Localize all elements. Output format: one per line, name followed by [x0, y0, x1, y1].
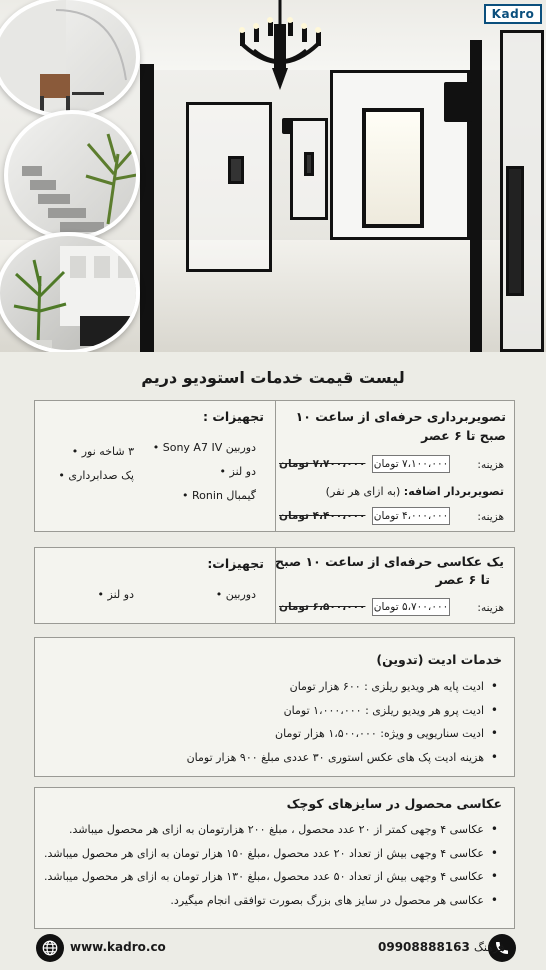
extra-videographer-heading: تصویربردار اضافه:: [403, 485, 504, 498]
photo-old-price: ۶،۵۰۰،۰۰۰ تومان: [279, 601, 366, 613]
equip-item: پک صدابرداری •: [58, 469, 134, 482]
list-item: • ادیت پرو هر ویدیو ریلزی : ۱،۰۰۰،۰۰۰ تومان: [50, 699, 500, 723]
photo-service-box: [34, 547, 515, 624]
globe-icon[interactable]: [36, 934, 64, 962]
video-cost-label: هزینه:: [477, 459, 504, 471]
equip-item: دوربین •: [216, 588, 256, 601]
photo-circle-stairs: [4, 110, 140, 240]
video-equip-heading: تجهیزات :: [202, 409, 264, 424]
hero-wall-art: [228, 156, 244, 184]
list-item: • عکاسی ۴ وجهی بیش از تعداد ۵۰ عدد محصول ،مبلغ ۱۳۰ هزار تومان به ازای هر محصول میباشد.: [40, 865, 500, 889]
extra-videographer-line: [326, 485, 504, 498]
editing-service-box: [34, 637, 515, 777]
video-service-box: [34, 400, 515, 532]
video-old-price: ۷،۷۰۰،۰۰۰ تومان: [279, 458, 366, 470]
extra-price: ۴،۰۰۰،۰۰۰ تومان: [372, 507, 450, 525]
page-title: لیست قیمت خدمات استودیو دریم: [141, 368, 405, 387]
footer-phone[interactable]: [378, 940, 504, 954]
chandelier-icon: [232, 0, 328, 92]
equip-item: دوربین Sony A7 IV •: [153, 441, 256, 454]
list-item: • عکاسی ۴ وجهی بیش از تعداد ۲۰ عدد محصول ،مبلغ ۱۵۰ هزار تومان به ازای هر محصول میباشد.: [40, 842, 500, 866]
photo-circle-chair: [0, 0, 140, 118]
extra-old-price: ۴،۴۰۰،۰۰۰ تومان: [279, 510, 366, 522]
hero-right-art: [506, 166, 524, 296]
column-divider: [275, 401, 276, 531]
footer-phone-label: فرهنگ: [474, 941, 505, 954]
hero-corridor-door: [362, 108, 424, 228]
hero-wall-art-2: [304, 152, 314, 176]
photo-circle-plants: [0, 232, 140, 352]
product-photo-heading: عکاسی محصول در سایزهای کوچک: [286, 796, 502, 811]
equip-item: دو لنز •: [220, 465, 256, 478]
video-service-heading: تصویربرداری حرفه‌ای از ساعت ۱۰ صبح تا ۶ عصر: [295, 409, 506, 443]
photo-service-heading-line1: یک عکاسی حرفه‌ای از ساعت ۱۰ صبح: [274, 554, 504, 569]
editing-list: [50, 675, 500, 769]
photo-price: ۵،۷۰۰،۰۰۰ تومان: [372, 598, 450, 616]
list-item: • ادیت سناریویی و ویژه: ۱،۵۰۰،۰۰۰ هزار تومان: [50, 722, 500, 746]
product-photo-list: [40, 818, 500, 912]
kadro-logo: Kadro: [484, 4, 542, 24]
wall-sconce-small-icon: [282, 118, 292, 134]
video-price: ۷،۱۰۰،۰۰۰ تومان: [372, 455, 450, 473]
list-item: • هزینه ادیت پک های عکس استوری ۳۰ عددی مبلغ ۹۰۰ هزار تومان: [50, 746, 500, 770]
equip-item: دو لنز •: [98, 588, 134, 601]
footer-website[interactable]: www.kadro.co: [70, 940, 166, 954]
photo-equip-heading: تجهیزات:: [207, 556, 264, 571]
photo-cost-label: هزینه:: [477, 602, 504, 614]
list-item: • عکاسی هر محصول در سایز های بزرگ بصورت توافقی انجام میگیرد.: [40, 889, 500, 913]
list-item: • ادیت پایه هر ویدیو ریلزی : ۶۰۰ هزار تومان: [50, 675, 500, 699]
hero-photo: [0, 0, 546, 352]
extra-videographer-note: (به ازای هر نفر): [325, 485, 401, 498]
equip-item: ۳ شاخه نور •: [72, 445, 134, 458]
hero-wall-panel: [186, 102, 272, 272]
footer-phone-number[interactable]: 09908888163: [378, 940, 470, 954]
photo-service-heading-line2: تا ۶ عصر: [435, 572, 490, 587]
product-photo-box: [34, 787, 515, 929]
extra-cost-label: هزینه:: [477, 511, 504, 523]
editing-heading: خدمات ادیت (تدوین): [376, 652, 502, 667]
equip-item: گیمبال Ronin •: [182, 489, 256, 502]
hero-door-frame: [140, 64, 154, 352]
list-item: • عکاسی ۴ وجهی کمتر از ۲۰ عدد محصول ، مبلغ ۲۰۰ هزارتومان به ازای هر محصول میباشد.: [40, 818, 500, 842]
wall-sconce-icon: [444, 82, 472, 122]
